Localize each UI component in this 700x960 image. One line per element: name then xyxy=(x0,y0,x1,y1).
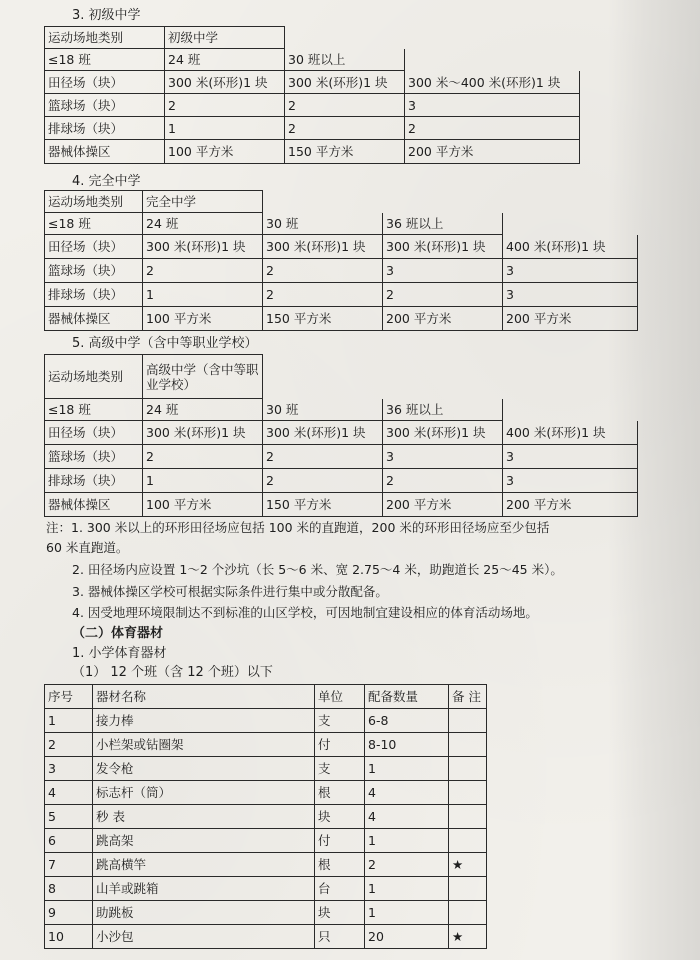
table-cell: 运动场地类别 xyxy=(45,191,143,213)
table-row xyxy=(45,94,580,117)
table-cell: 300 米(环形)1 块 xyxy=(143,421,263,445)
table-cell: 2 xyxy=(365,853,449,877)
table-cell: 24 班 xyxy=(143,213,263,235)
table-cell: 2 xyxy=(285,94,405,117)
table-row xyxy=(45,493,638,517)
table-row xyxy=(45,757,487,781)
table-cell: 200 平方米 xyxy=(383,493,503,517)
note-3: 3. 器械体操区学校可根据实际条件进行集中或分散配备。 xyxy=(72,584,388,599)
table-cell-empty xyxy=(405,49,580,71)
table-cell-empty xyxy=(383,355,503,399)
table-cell: 3 xyxy=(45,757,93,781)
table-cell: 运动场地类别 xyxy=(45,355,143,399)
table-cell: 山羊或跳箱 xyxy=(93,877,315,901)
table-cell: 200 平方米 xyxy=(383,307,503,331)
table-cell-empty xyxy=(405,27,580,49)
table-row xyxy=(45,140,580,164)
table-cell: 排球场（块） xyxy=(45,469,143,493)
complete-middle-school-table xyxy=(44,190,638,331)
table-cell-empty xyxy=(263,355,383,399)
table-cell: 1 xyxy=(143,469,263,493)
table-cell: 10 xyxy=(45,925,93,949)
table-cell: 跳高横竿 xyxy=(93,853,315,877)
table-cell: 接力棒 xyxy=(93,709,315,733)
table-cell: 田径场（块） xyxy=(45,421,143,445)
section-3-heading: 3. 初级中学 xyxy=(72,8,141,23)
table-cell: 150 平方米 xyxy=(285,140,405,164)
table-cell: 2 xyxy=(383,469,503,493)
table-cell: 器械体操区 xyxy=(45,140,165,164)
table-cell: 24 班 xyxy=(143,399,263,421)
table-cell: 排球场（块） xyxy=(45,117,165,140)
table-row xyxy=(45,901,487,925)
table-cell: 支 xyxy=(315,709,365,733)
table-cell: 支 xyxy=(315,757,365,781)
table-row xyxy=(45,877,487,901)
table-cell: 3 xyxy=(503,283,638,307)
table-cell: 30 班以上 xyxy=(285,49,405,71)
table-cell: 36 班以上 xyxy=(383,399,503,421)
table-cell: 付 xyxy=(315,829,365,853)
note-1-continued: 60 米直跑道。 xyxy=(46,540,129,555)
table-cell: 小栏架或钻圈架 xyxy=(93,733,315,757)
table-cell: 排球场（块） xyxy=(45,283,143,307)
table-cell: 1 xyxy=(365,877,449,901)
table-row xyxy=(45,445,638,469)
table-cell: 2 xyxy=(285,117,405,140)
header-cell-quantity: 配备数量 xyxy=(365,685,449,709)
table-cell: 300 米(环形)1 块 xyxy=(263,235,383,259)
table-cell: ≤18 班 xyxy=(45,49,165,71)
table-cell: 30 班 xyxy=(263,399,383,421)
table-row xyxy=(45,709,487,733)
table-cell: ≤18 班 xyxy=(45,399,143,421)
table-cell: 30 班 xyxy=(263,213,383,235)
note-4: 4. 因受地理环境限制达不到标准的山区学校，可因地制宜建设相应的体育活动场地。 xyxy=(72,605,538,620)
header-cell-number: 序号 xyxy=(45,685,93,709)
equipment-class-range: （1） 12 个班（含 12 个班）以下 xyxy=(72,665,273,680)
table-cell: 3 xyxy=(503,469,638,493)
table-cell: 400 米(环形)1 块 xyxy=(503,421,638,445)
primary-equipment-table xyxy=(44,684,487,949)
table-cell: 400 米(环形)1 块 xyxy=(503,235,638,259)
table-cell: 2 xyxy=(143,259,263,283)
table-cell: 8 xyxy=(45,877,93,901)
table-cell: 3 xyxy=(503,259,638,283)
table-cell: 块 xyxy=(315,901,365,925)
table-cell: 6 xyxy=(45,829,93,853)
table-cell: 田径场（块） xyxy=(45,235,143,259)
table-cell: 2 xyxy=(263,445,383,469)
table-cell: 2 xyxy=(383,283,503,307)
table-cell: 1 xyxy=(143,283,263,307)
table-cell: 2 xyxy=(143,445,263,469)
table-cell-empty xyxy=(503,213,638,235)
table-cell: 300 米(环形)1 块 xyxy=(383,421,503,445)
table-cell xyxy=(449,805,487,829)
table-cell: 9 xyxy=(45,901,93,925)
table-row xyxy=(45,71,580,94)
table-cell: 1 xyxy=(365,901,449,925)
table-cell: 300 米(环形)1 块 xyxy=(383,235,503,259)
table-row xyxy=(45,235,638,259)
table-cell: 发令枪 xyxy=(93,757,315,781)
table-cell xyxy=(449,829,487,853)
header-cell-remarks: 备 注 xyxy=(449,685,487,709)
table-cell: 200 平方米 xyxy=(503,493,638,517)
table-row xyxy=(45,49,580,71)
section-5-heading: 5. 高级中学（含中等职业学校） xyxy=(72,336,258,351)
table-cell: 初级中学 xyxy=(165,27,285,49)
table-cell: 200 平方米 xyxy=(503,307,638,331)
table-cell: 300 米(环形)1 块 xyxy=(285,71,405,94)
table-cell: 块 xyxy=(315,805,365,829)
table-cell: 3 xyxy=(383,445,503,469)
table-cell: 器械体操区 xyxy=(45,493,143,517)
table-cell: 标志杆（筒） xyxy=(93,781,315,805)
table-cell: 只 xyxy=(315,925,365,949)
table-cell: 2 xyxy=(405,117,580,140)
table-row xyxy=(45,733,487,757)
table-cell: 100 平方米 xyxy=(165,140,285,164)
table-cell: 2 xyxy=(263,259,383,283)
table-cell: 2 xyxy=(45,733,93,757)
table-row xyxy=(45,925,487,949)
table-cell: 根 xyxy=(315,781,365,805)
table-cell: 完全中学 xyxy=(143,191,263,213)
table-cell: 器械体操区 xyxy=(45,307,143,331)
table-cell: 8-10 xyxy=(365,733,449,757)
table-cell: 3 xyxy=(503,445,638,469)
table-cell: 3 xyxy=(383,259,503,283)
table-cell: 150 平方米 xyxy=(263,493,383,517)
table-cell: 根 xyxy=(315,853,365,877)
table-cell-empty xyxy=(503,399,638,421)
table-cell: 田径场（块） xyxy=(45,71,165,94)
table-cell: 300 米(环形)1 块 xyxy=(143,235,263,259)
table-cell xyxy=(449,901,487,925)
table-cell: 150 平方米 xyxy=(263,307,383,331)
note-2: 2. 田径场内应设置 1～2 个沙坑（长 5～6 米、宽 2.75～4 米，助跑道长 25～45 米）。 xyxy=(72,562,563,577)
table-row xyxy=(45,355,638,399)
equipment-heading: （二）体育器材 xyxy=(72,626,164,641)
table-cell: 2 xyxy=(165,94,285,117)
table-cell: 秒 表 xyxy=(93,805,315,829)
table-cell: 36 班以上 xyxy=(383,213,503,235)
section-4-heading: 4. 完全中学 xyxy=(72,174,141,189)
note-1: 注：1. 300 米以上的环形田径场应包括 100 米的直跑道，200 米的环形田径场应至少包括 xyxy=(46,520,550,535)
table-row xyxy=(45,781,487,805)
table-cell: 高级中学（含中等职业学校） xyxy=(143,355,263,399)
table-cell: 2 xyxy=(263,283,383,307)
table-cell: 4 xyxy=(365,805,449,829)
table-cell: 运动场地类别 xyxy=(45,27,165,49)
table-cell xyxy=(449,709,487,733)
table-cell: 1 xyxy=(45,709,93,733)
table-cell: 跳高架 xyxy=(93,829,315,853)
table-cell: ≤18 班 xyxy=(45,213,143,235)
table-row xyxy=(45,421,638,445)
table-cell-empty xyxy=(285,27,405,49)
table-cell: 篮球场（块） xyxy=(45,94,165,117)
table-row xyxy=(45,283,638,307)
table-cell: 1 xyxy=(365,757,449,781)
table-cell: 100 平方米 xyxy=(143,493,263,517)
table-cell-empty xyxy=(503,355,638,399)
table-row xyxy=(45,27,580,49)
table-row xyxy=(45,259,638,283)
table-cell: 300 米～400 米(环形)1 块 xyxy=(405,71,580,94)
equipment-subheading: 1. 小学体育器材 xyxy=(72,646,167,661)
table-cell: 2 xyxy=(263,469,383,493)
table-cell: 300 米(环形)1 块 xyxy=(263,421,383,445)
table-cell xyxy=(449,781,487,805)
table-cell: 6-8 xyxy=(365,709,449,733)
table-cell: 4 xyxy=(365,781,449,805)
header-cell-name: 器材名称 xyxy=(93,685,315,709)
table-row xyxy=(45,853,487,877)
table-cell: 1 xyxy=(365,829,449,853)
star-mark: ★ xyxy=(449,853,487,877)
table-row xyxy=(45,399,638,421)
table-cell: 助跳板 xyxy=(93,901,315,925)
table-cell: 7 xyxy=(45,853,93,877)
table-cell: 篮球场（块） xyxy=(45,259,143,283)
table-cell xyxy=(449,757,487,781)
table-row xyxy=(45,307,638,331)
table-row xyxy=(45,191,638,213)
table-cell: 台 xyxy=(315,877,365,901)
table-cell: 300 米(环形)1 块 xyxy=(165,71,285,94)
table-cell: 4 xyxy=(45,781,93,805)
table-cell: 20 xyxy=(365,925,449,949)
table-row xyxy=(45,829,487,853)
table-cell-empty xyxy=(383,191,503,213)
table-cell-empty xyxy=(263,191,383,213)
table-cell: 1 xyxy=(165,117,285,140)
senior-middle-school-table xyxy=(44,354,638,517)
table-row xyxy=(45,469,638,493)
junior-middle-school-table xyxy=(44,26,580,164)
table-cell-empty xyxy=(503,191,638,213)
table-row xyxy=(45,213,638,235)
star-mark: ★ xyxy=(449,925,487,949)
table-cell: 5 xyxy=(45,805,93,829)
table-cell: 付 xyxy=(315,733,365,757)
table-cell: 小沙包 xyxy=(93,925,315,949)
table-header-row xyxy=(45,685,487,709)
table-cell: 100 平方米 xyxy=(143,307,263,331)
table-row xyxy=(45,117,580,140)
table-cell: 24 班 xyxy=(165,49,285,71)
table-cell: 3 xyxy=(405,94,580,117)
table-cell: 篮球场（块） xyxy=(45,445,143,469)
table-cell xyxy=(449,733,487,757)
header-cell-unit: 单位 xyxy=(315,685,365,709)
table-cell: 200 平方米 xyxy=(405,140,580,164)
table-row xyxy=(45,805,487,829)
table-cell xyxy=(449,877,487,901)
